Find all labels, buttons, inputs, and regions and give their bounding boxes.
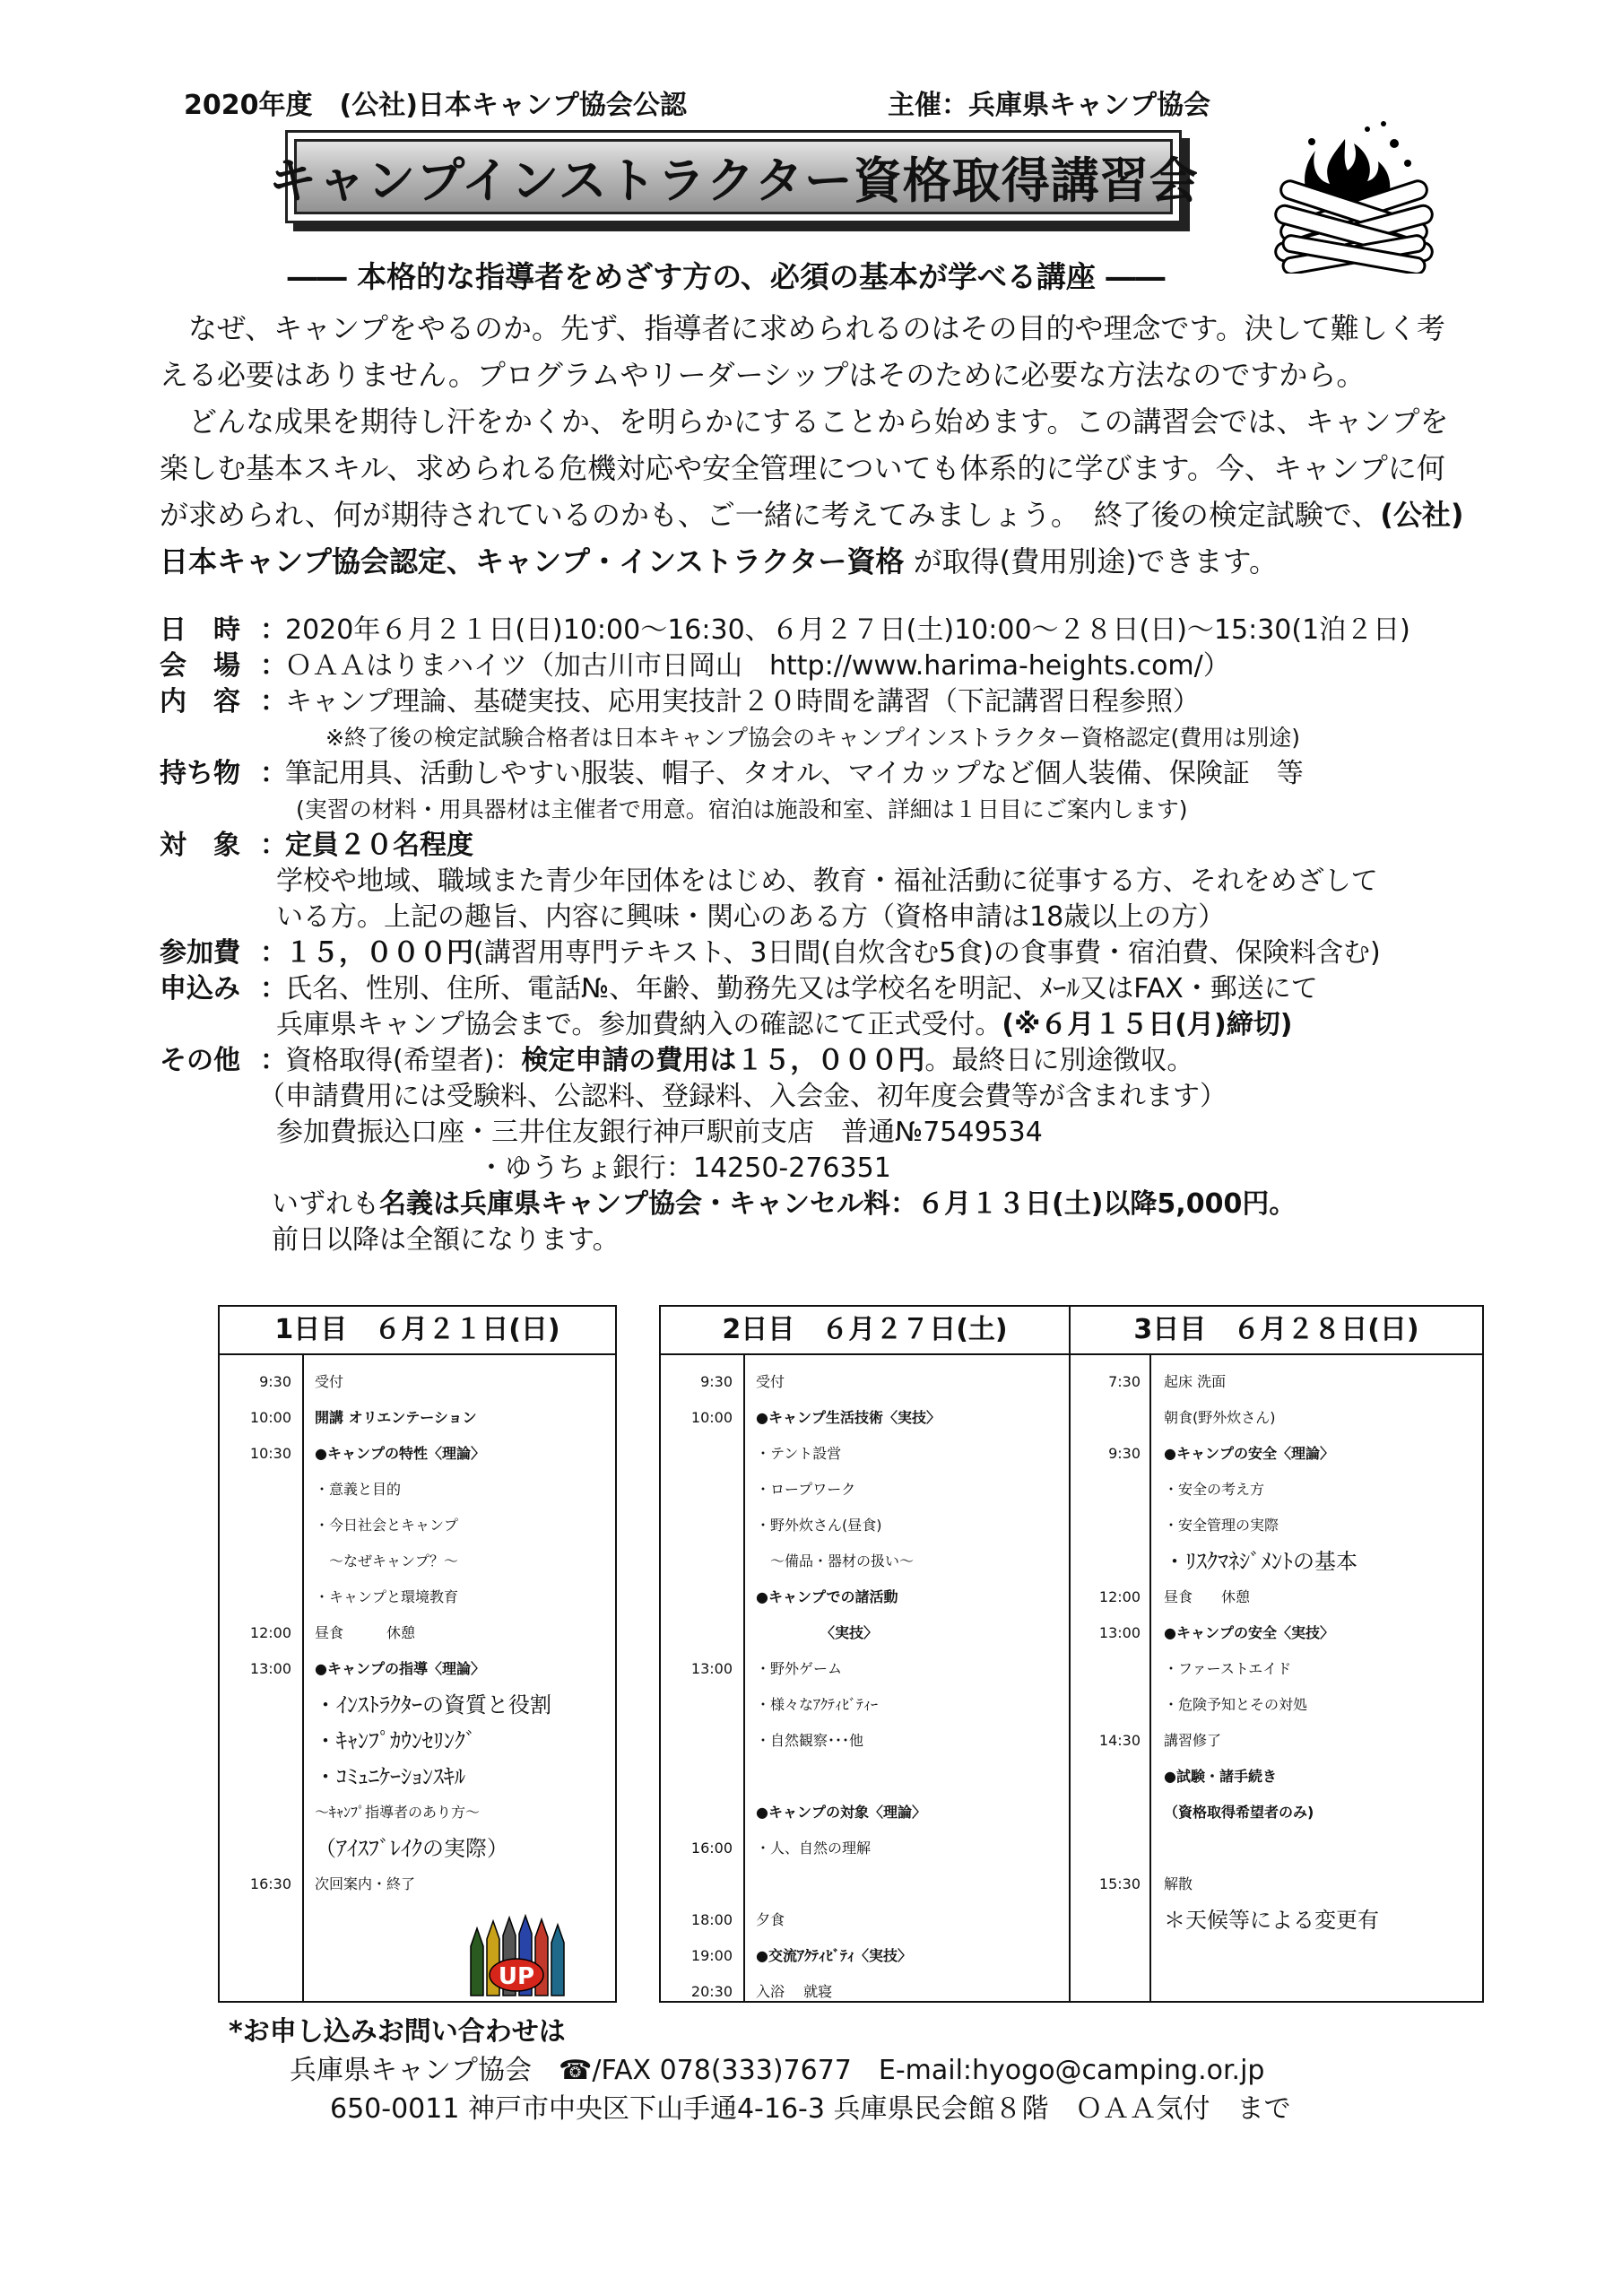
title-box (268, 130, 1199, 223)
schedule-row (1071, 1795, 1482, 1831)
intro-paragraph-2 (160, 398, 1464, 585)
info-row-fee: 参加費 ： １５，０００円 (講習用専門テキスト、3日間(自炊含む5食)の食事費・宿泊費、保険料含む) (160, 935, 1469, 971)
schedule-item: 朝食(野外炊さん) (1164, 1409, 1276, 1426)
schedule-item: ～ｷｬﾝﾌﾟ指導者のあり方～ (315, 1804, 481, 1821)
schedule-time: 13:00 (249, 1660, 291, 1677)
schedule-time: 10:00 (690, 1409, 733, 1426)
schedule-item: ●キャンプの対象〈理論〉 (756, 1804, 926, 1821)
intro-p2-bold: (公社)日本キャンプ協会認定、キャンプ・インストラクター資格 (160, 498, 1464, 578)
schedule-row (220, 1508, 615, 1544)
schedule-item: ＊天候等による変更有 (1164, 1908, 1379, 1933)
intro-text (160, 305, 1464, 585)
schedule-item: ・テント設営 (756, 1445, 842, 1462)
schedule-row (1071, 1866, 1482, 1902)
schedule-row (1071, 1508, 1482, 1544)
schedule-time (661, 1759, 743, 1795)
schedule-row (661, 1831, 1071, 1866)
day2-rows (661, 1364, 1071, 2010)
schedule-row (1071, 1651, 1482, 1687)
schedule-item: ・ｲﾝｽﾄﾗｸﾀｰの資質と役割 (315, 1692, 551, 1718)
content-note: ※終了後の検定試験合格者は日本キャンプ協会のキャンプインストラクター資格認定(費用は別途) (325, 725, 1300, 751)
schedule-item: ・人、自然の理解 (756, 1839, 872, 1857)
schedule-row (1071, 1723, 1482, 1759)
schedule-item: ・キャンプと環境教育 (315, 1588, 459, 1605)
schedule-time: 10:30 (249, 1445, 291, 1462)
info-row-other: その他 ： 資格取得(希望者)： 検定申請の費用は１５，０００円 。最終日に別途徴収。 (160, 1043, 1469, 1079)
schedule-time (1071, 1472, 1151, 1508)
info-row-items: 持ち物 ： 筆記用具、活動しやすい服装、帽子、タオル、マイカップなど個人装備、保険証 等 (160, 756, 1469, 792)
schedule-time (220, 1544, 302, 1579)
schedule-row (661, 1795, 1071, 1831)
schedule-row (661, 1579, 1071, 1615)
cancel-line (160, 1187, 1469, 1222)
schedule-row (661, 1759, 1071, 1795)
schedule-row (220, 1364, 615, 1400)
schedule-item: ●キャンプの特性〈理論〉 (315, 1445, 485, 1462)
schedule-time: 16:30 (249, 1875, 291, 1892)
header-right: 主催：兵庫県キャンプ協会 (888, 90, 1210, 121)
schedule-item: ・意義と目的 (315, 1481, 402, 1498)
schedule-row (661, 1508, 1071, 1544)
footer-contact: 兵庫県キャンプ協会 ☎/FAX 078(333)7677 E-mail:hyogo@camping.or.jp (290, 2055, 1265, 2086)
schedule-row (1071, 1472, 1482, 1508)
schedule-time (661, 1508, 743, 1544)
schedule-item: ●キャンプの指導〈理論〉 (315, 1660, 485, 1677)
schedule-time (1071, 1687, 1151, 1723)
schedule-time (220, 1472, 302, 1508)
schedule-time (661, 1795, 743, 1831)
bank-line-1: 参加費振込口座・三井住友銀行神戸駅前支店 普通№7549534 (276, 1117, 1043, 1148)
schedule-row (661, 1651, 1071, 1687)
schedule-time (1071, 1831, 1151, 1866)
schedule-time: 7:30 (1108, 1373, 1141, 1390)
cancel-a: いずれも (272, 1188, 379, 1220)
day1-rows (220, 1355, 615, 1902)
schedule-row (661, 1723, 1071, 1759)
schedule-item: 受付 (756, 1373, 785, 1390)
schedule-row (220, 1544, 615, 1579)
schedule-time (661, 1615, 743, 1651)
schedule-row (661, 1974, 1071, 2010)
venue-value: ＯＡＡはりまハイツ（加古川市日岡山 http://www.harima-heights.com/） (285, 650, 1230, 682)
intro-p2-c: が取得(費用別途)できます。 (904, 544, 1278, 578)
schedule-time: 19:00 (690, 1947, 733, 1964)
apply-line-2 (160, 1007, 1469, 1043)
schedule-time (1071, 1544, 1151, 1579)
schedule-row (220, 1651, 615, 1687)
schedule-row (220, 1759, 615, 1795)
schedule-item (743, 1759, 1071, 1795)
info-row-venue: 会 場 ： ＯＡＡはりまハイツ（加古川市日岡山 http://www.harima-heights.com/） (160, 648, 1469, 684)
schedule-row (661, 1472, 1071, 1508)
schedule-time (1071, 1400, 1151, 1436)
schedule-item: ●キャンプでの諸活動 (756, 1588, 898, 1605)
target-desc-2: いる方。上記の趣旨、内容に興味・関心のある方（資格申請は18歳以上の方） (276, 901, 1226, 933)
schedule-item: ～備品・器材の扱い～ (756, 1552, 915, 1570)
schedule-time (1071, 1795, 1151, 1831)
schedule-time: 20:30 (690, 1983, 733, 2000)
content-label: 内 容 (160, 686, 240, 718)
schedule-row (661, 1436, 1071, 1472)
schedule-row (1071, 1615, 1482, 1651)
schedule-row (1071, 1902, 1482, 1938)
schedule-row (1071, 1544, 1482, 1579)
cancel-b: 名義は兵庫県キャンプ協会・キャンセル料：６月１３日(土)以降5,000円。 (379, 1188, 1297, 1220)
apply-value-1: 氏名、性別、住所、電話№、年齢、勤務先又は学校名を明記、ﾒｰﾙ又はFAX・郵送にて (285, 973, 1318, 1004)
schedule-time (661, 1472, 743, 1508)
subtitle: ―― 本格的な指導者をめざす方の、必須の基本が学べる講座 ―― (287, 259, 1166, 294)
schedule-item: 昼食 休憩 (315, 1624, 416, 1641)
schedule-row (661, 1687, 1071, 1723)
intro-paragraph-1: なぜ、キャンプをやるのか。先ず、指導者に求められるのはその目的や理念です。決して難しく考える必要はありません。プログラムやリーダーシップはそのために必要な方法なのですから。 (160, 311, 1445, 392)
schedule-time (661, 1866, 743, 1902)
schedule-row (220, 1723, 615, 1759)
schedule-time (1071, 1508, 1151, 1544)
schedule-item: 入浴 就寝 (756, 1983, 833, 2000)
schedule-row (1071, 1687, 1482, 1723)
day1-heading: 1日目 ６月２１日(日) (220, 1307, 615, 1355)
schedule-row (1071, 1400, 1482, 1436)
footer-address: 650-0011 神戸市中央区下山手通4-16-3 兵庫県民会館８階 ＯＡＡ気付 まで (330, 2093, 1291, 2125)
schedule-row (220, 1795, 615, 1831)
schedule-item: （資格取得希望者のみ) (1164, 1804, 1314, 1821)
schedule-time (661, 1436, 743, 1472)
date-value: 2020年６月２１日(日)10:00～16:30、６月２７日(土)10:00～２８日(日)～15:30(1泊２日) (285, 614, 1410, 646)
schedule-item: 昼食 休憩 (1164, 1588, 1251, 1605)
fee-desc: (講習用専門テキスト、3日間(自炊含む5食)の食事費・宿泊費、保険料含む) (473, 937, 1381, 969)
schedule-day1 (218, 1305, 617, 2003)
schedule-time (661, 1579, 743, 1615)
schedule-time (1071, 1651, 1151, 1687)
schedule-time (661, 1687, 743, 1723)
target-label: 対 象 (160, 830, 240, 861)
info-row-apply: 申込み ： 氏名、性別、住所、電話№、年齢、勤務先又は学校名を明記、ﾒｰﾙ又はFAX・郵送にて (160, 971, 1469, 1007)
bank-line-2: ・ゆうちょ銀行：14250-276351 (478, 1152, 891, 1184)
schedule-item: 開講 オリエンテーション (315, 1409, 477, 1426)
other-value-bold: 検定申請の費用は１５，０００円 (521, 1045, 925, 1076)
schedule-item: 講習修了 (1164, 1732, 1222, 1749)
schedule-time: 9:30 (259, 1373, 291, 1390)
schedule-row (1071, 1436, 1482, 1472)
schedule-row (220, 1579, 615, 1615)
schedule-time: 9:30 (700, 1373, 733, 1390)
schedule-item: ・危険予知とその対処 (1164, 1696, 1308, 1713)
schedule-item: ・自然観察･･･他 (756, 1732, 864, 1749)
schedule-item: ・ファーストエイド (1164, 1660, 1292, 1677)
day3-rows (1071, 1364, 1482, 2010)
items-label: 持ち物 (160, 758, 240, 789)
schedule-time: 15:30 (1098, 1875, 1141, 1892)
schedule-item: ・ロープワーク (756, 1481, 856, 1498)
schedule-item: ・今日社会とキャンプ (315, 1517, 459, 1534)
schedule-item: ・安全の考え方 (1164, 1481, 1265, 1498)
day3-heading: 3日目 ６月２８日(日) (1071, 1307, 1482, 1355)
schedule-row (220, 1866, 615, 1902)
schedule-row (1071, 1364, 1482, 1400)
cancel-line-2: 前日以降は全額になります。 (272, 1224, 620, 1256)
content-value: キャンプ理論、基礎実技、応用実技計２０時間を講習（下記講習日程参照） (285, 686, 1200, 718)
schedule-item (1151, 1831, 1482, 1866)
schedule-time: 13:00 (690, 1660, 733, 1677)
intro-p2-a: どんな成果を期待し汗をかくか、を明らかにすることから始めます。この講習会では、キャンプを楽しむ基本スキル、求められる危機対応や安全管理についても体系的に学びます。今、キャンプに何が求められ、何が期待されているのかも、ご一緒に考えてみましょう。 終了後の検定試験で、 (160, 404, 1449, 532)
schedule-row (220, 1472, 615, 1508)
header-left: 2020年度 (公社)日本キャンプ協会公認 (184, 90, 687, 121)
schedule-row (661, 1544, 1071, 1579)
schedule-row (661, 1615, 1071, 1651)
schedule-time: 9:30 (1108, 1445, 1141, 1462)
other-value-a: 資格取得(希望者)： (285, 1045, 522, 1076)
schedule-item: ●キャンプの安全〈実技〉 (1164, 1624, 1334, 1641)
target-desc-1: 学校や地域、職域また青少年団体をはじめ、教育・福祉活動に従事する方、それをめざして (276, 865, 1378, 897)
schedule-time: 16:00 (690, 1839, 733, 1857)
schedule-item: 起床 洗面 (1164, 1373, 1227, 1390)
day2-heading: 2日目 ６月２７日(土) (661, 1307, 1071, 1355)
schedule-time: 10:00 (249, 1409, 291, 1426)
fee-label: 参加費 (160, 937, 240, 969)
schedule-item: ●試験・諸手続き (1164, 1768, 1277, 1785)
schedule-time (220, 1508, 302, 1544)
footer-inquiry-label: *お申し込みお問い合わせは (229, 2016, 566, 2048)
schedule-item: ・安全管理の実際 (1164, 1517, 1279, 1534)
schedule-item: ～なぜキャンプ？～ (315, 1552, 459, 1570)
info-row-date: 日 時 ： 2020年６月２１日(日)10:00～16:30、６月２７日(土)10:00～２８日(日)～15:30(1泊２日) (160, 613, 1469, 648)
schedule-item: 夕食 (756, 1911, 785, 1928)
schedule-row (661, 1866, 1071, 1902)
target-value: 定員２０名程度 (285, 830, 473, 861)
schedule-time: 12:00 (249, 1624, 291, 1641)
schedule-item: ・ｷｬﾝﾌﾟｶｳﾝｾﾘﾝｸﾞ (315, 1728, 476, 1753)
pencils-logo-text: UP (498, 1963, 535, 1990)
schedule-row (661, 1400, 1071, 1436)
schedule-day2-3 (659, 1305, 1484, 2003)
schedule-time (1071, 1759, 1151, 1795)
info-row-content: 内 容 ： キャンプ理論、基礎実技、応用実技計２０時間を講習（下記講習日程参照） (160, 684, 1469, 720)
other-note: （申請費用には受験料、公認料、登録料、入会金、初年度会費等が含まれます） (258, 1081, 1227, 1112)
other-label: その他 (160, 1045, 240, 1076)
schedule-item: ●キャンプの安全〈理論〉 (1164, 1445, 1334, 1462)
campfire-icon (1260, 117, 1448, 274)
schedule-item: ・様々なｱｸﾃｨﾋﾞﾃｨｰ (756, 1696, 879, 1713)
fee-value: １５，０００円 (285, 937, 473, 969)
info-block (160, 613, 1469, 1258)
apply-value-2: 兵庫県キャンプ協会まで。参加費納入の確認にて正式受付。 (276, 1009, 1002, 1040)
schedule-item: 〈実技〉 (756, 1624, 879, 1641)
venue-label: 会 場 (160, 650, 240, 682)
schedule-row (220, 1687, 615, 1723)
schedule-time (220, 1831, 302, 1866)
schedule-row (220, 1831, 615, 1866)
schedule-item: ・野外ゲーム (756, 1660, 843, 1677)
schedule-row (1071, 1759, 1482, 1795)
schedule-time (220, 1759, 302, 1795)
schedule-row (220, 1615, 615, 1651)
schedule-time: 12:00 (1098, 1588, 1141, 1605)
pencils-logo (457, 1910, 592, 2000)
items-value: 筆記用具、活動しやすい服装、帽子、タオル、マイカップなど個人装備、保険証 等 (285, 758, 1304, 789)
schedule-time: 18:00 (690, 1911, 733, 1928)
apply-deadline: (※６月１５日(月)締切) (1002, 1009, 1293, 1040)
schedule-item: ・野外炊さん(昼食) (756, 1517, 882, 1534)
schedule-row (220, 1400, 615, 1436)
schedule-item: 次回案内・終了 (315, 1875, 416, 1892)
other-value-c: 。最終日に別途徴収。 (924, 1045, 1194, 1076)
schedule-time (220, 1795, 302, 1831)
schedule-item: 受付 (315, 1373, 344, 1390)
schedule-time (220, 1723, 302, 1759)
schedule-time (220, 1579, 302, 1615)
schedule-time: 14:30 (1098, 1732, 1141, 1749)
schedule-item: ●キャンプ生活技術〈実技〉 (756, 1409, 941, 1426)
schedule-time (661, 1723, 743, 1759)
page-title: キャンプインストラクター資格取得講習会 (268, 152, 1199, 209)
schedule-row (1071, 1831, 1482, 1866)
schedule-item: ・ｺﾐｭﾆｹｰｼｮﾝｽｷﾙ (315, 1764, 465, 1789)
schedule-time (661, 1544, 743, 1579)
schedule-row (1071, 1579, 1482, 1615)
schedule-item: （ｱｲｽﾌﾞﾚｲｸの実際） (315, 1836, 508, 1861)
schedule-item: 解散 (1164, 1875, 1193, 1892)
info-row-target: 対 象 ： 定員２０名程度 (160, 828, 1469, 864)
schedule-row (661, 1938, 1071, 1974)
schedule-time (1071, 1902, 1151, 1938)
schedule-time (220, 1687, 302, 1723)
items-note: (実習の材料・用具器材は主催者で用意。宿泊は施設和室、詳細は１日目にご案内します) (296, 796, 1188, 822)
schedule-time: 13:00 (1098, 1624, 1141, 1641)
schedule-item: ・ﾘｽｸﾏﾈｼﾞﾒﾝﾄの基本 (1164, 1549, 1357, 1574)
schedule-row (220, 1436, 615, 1472)
schedule-item (743, 1866, 1071, 1902)
date-label: 日 時 (160, 614, 240, 646)
schedule-row (661, 1364, 1071, 1400)
schedule-item: ●交流ｱｸﾃｨﾋﾞﾃｨ〈実技〉 (756, 1947, 912, 1964)
schedule-row (661, 1902, 1071, 1938)
apply-label: 申込み (160, 973, 240, 1004)
